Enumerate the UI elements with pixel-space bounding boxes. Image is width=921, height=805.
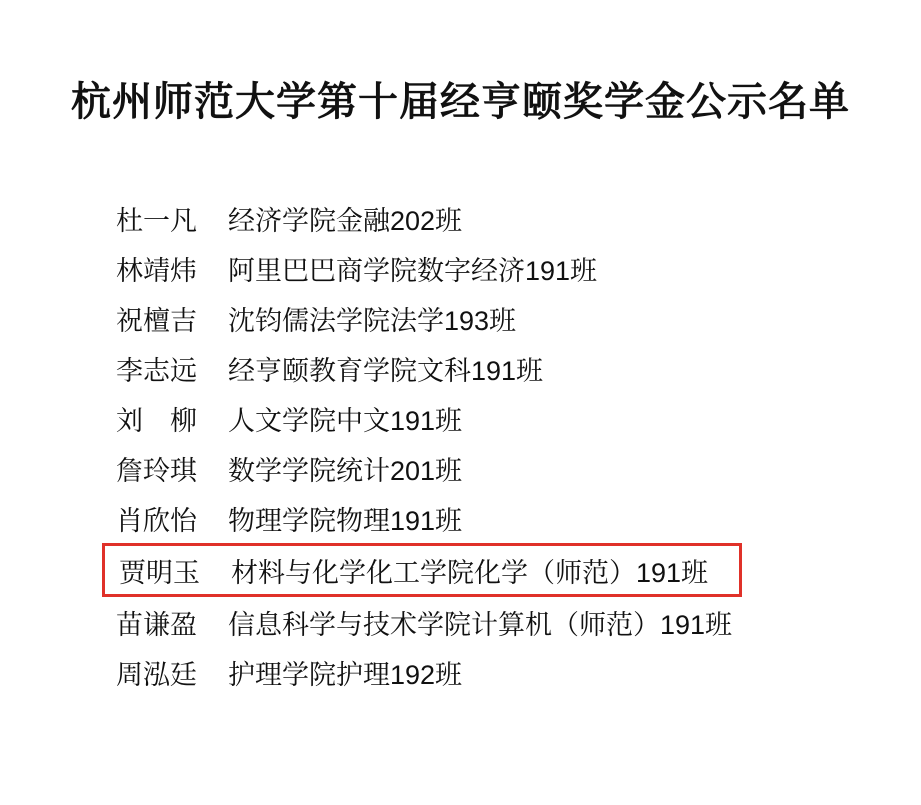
list-item	[0, 597, 921, 647]
list-item	[0, 293, 921, 343]
student-college-class: 材料与化学化工学院化学（师范）191班	[231, 557, 709, 588]
list-item-highlighted	[102, 543, 742, 597]
list-item	[0, 647, 921, 697]
student-college-class: 阿里巴巴商学院数字经济191班	[228, 255, 598, 286]
page-title: 杭州师范大学第十届经亨颐奖学金公示名单	[71, 80, 850, 124]
student-college-class: 物理学院物理191班	[228, 505, 463, 536]
list-item	[0, 193, 921, 243]
student-college-class: 信息科学与技术学院计算机（师范）191班	[228, 609, 733, 640]
list-item	[0, 393, 921, 443]
student-name: 詹玲琪	[116, 455, 197, 486]
student-name: 肖欣怡	[116, 505, 197, 536]
student-name: 周泓廷	[116, 659, 197, 690]
student-name: 贾明玉	[119, 557, 200, 588]
student-name: 祝檀吉	[116, 305, 197, 336]
student-college-class: 人文学院中文191班	[228, 405, 463, 436]
student-college-class: 经济学院金融202班	[228, 205, 463, 236]
list-item	[0, 243, 921, 293]
student-college-class: 沈钧儒法学院法学193班	[228, 305, 517, 336]
student-college-class: 经亨颐教育学院文科191班	[228, 355, 544, 386]
list-item	[0, 493, 921, 543]
student-name: 林靖炜	[116, 255, 197, 286]
student-name: 苗谦盈	[116, 609, 197, 640]
student-name: 刘 柳	[116, 405, 197, 436]
list-item	[0, 443, 921, 493]
student-name: 李志远	[116, 355, 197, 386]
student-name: 杜一凡	[116, 205, 197, 236]
student-college-class: 数学学院统计201班	[228, 455, 463, 486]
list-item	[0, 343, 921, 393]
student-college-class: 护理学院护理192班	[228, 659, 463, 690]
award-name-list	[0, 193, 921, 697]
